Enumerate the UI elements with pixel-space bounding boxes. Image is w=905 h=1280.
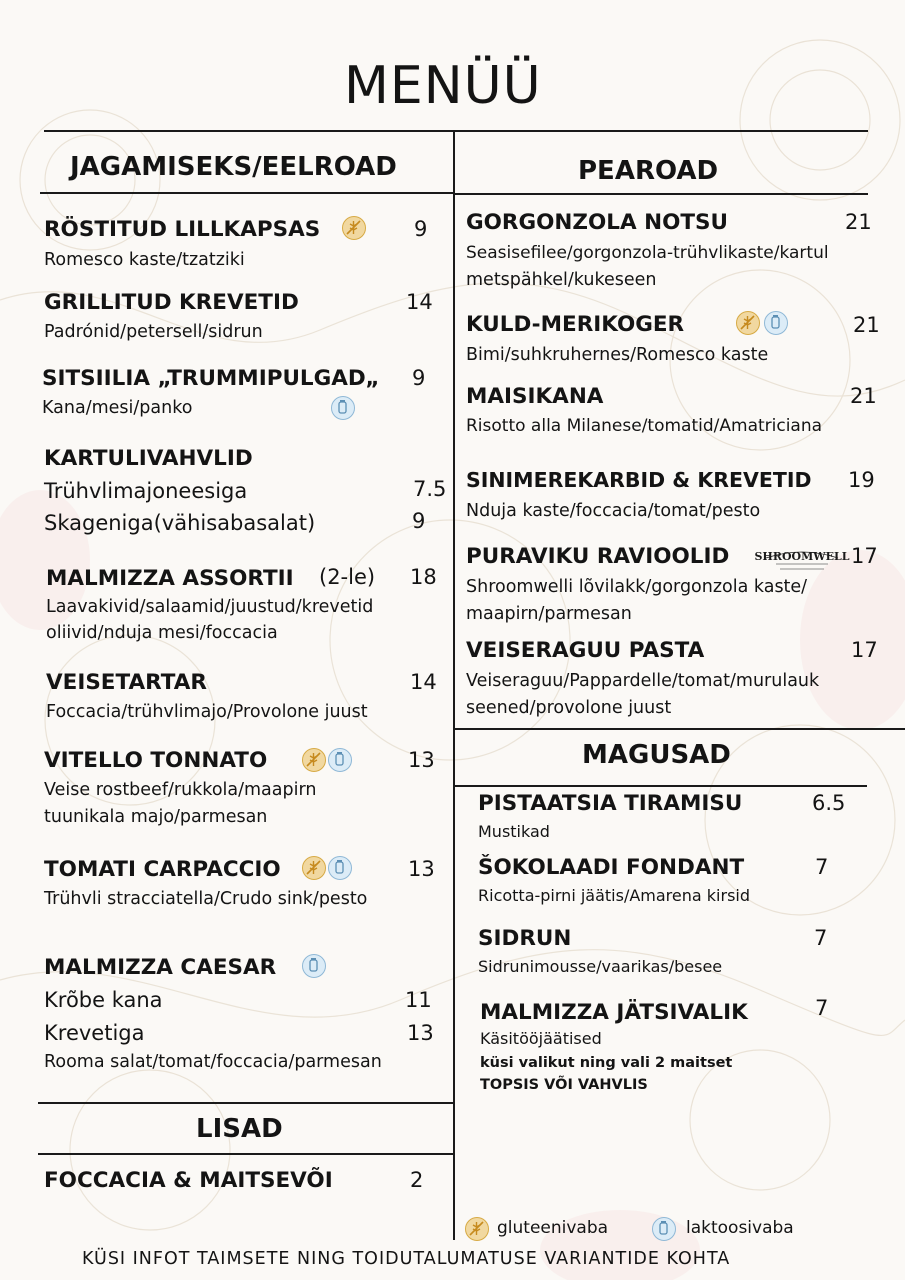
section-heading-starters: JAGAMISEKS/EELROAD [70, 152, 397, 182]
menu-variant-label: Krõbe kana [44, 988, 163, 1012]
menu-item-name: TOMATI CARPACCIO [44, 857, 281, 882]
menu-item-name: PURAVIKU RAVIOOLID [466, 544, 730, 569]
menu-variant-price: 13 [407, 1021, 434, 1045]
menu-item-name: SITSIILIA „TRUMMIPULGAD„ [42, 366, 380, 391]
menu-item-description: Laavakivid/salaamid/juustud/krevetid [46, 597, 374, 617]
menu-item-description: Foccacia/trühvlimajo/Provolone juust [46, 702, 368, 722]
menu-item-description: Käsitööjäätised [480, 1029, 602, 1048]
column-divider [453, 130, 455, 1240]
shroomwell-logo [754, 544, 850, 574]
menu-item-name: RÖSTITUD LILLKAPSAS [44, 217, 321, 242]
menu-item-price: 7 [815, 855, 829, 879]
menu-item-description: Padrónid/petersell/sidrun [44, 322, 263, 342]
menu-item-name: GORGONZOLA NOTSU [466, 210, 728, 235]
gluten-free-icon [736, 311, 760, 335]
menu-item-price: 21 [853, 313, 880, 337]
menu-item-price: 17 [851, 544, 878, 568]
menu-item-description: Shroomwelli lõvilakk/gorgonzola kaste/ [466, 577, 808, 597]
menu-item-description: Ricotta-pirni jäätis/Amarena kirsid [478, 886, 751, 905]
menu-item-name: ŠOKOLAADI FONDANT [478, 855, 745, 880]
section-heading-desserts: MAGUSAD [582, 740, 731, 770]
menu-variant-label: Skageniga(vähisabasalat) [44, 511, 316, 535]
menu-item-description: Risotto alla Milanese/tomatid/Amatriciana [466, 416, 823, 436]
menu-variant-price: 11 [405, 988, 432, 1012]
desserts-top-divider [455, 728, 905, 730]
menu-item-description: Seasisefilee/gorgonzola-trühvlikaste/kartul [466, 243, 829, 263]
shroomwell-logo-text: SHROOMWELL [754, 550, 850, 563]
mains-divider [455, 193, 868, 195]
lactose-free-icon [764, 311, 788, 335]
gluten-free-icon [342, 216, 366, 240]
lactose-free-icon [331, 396, 355, 420]
menu-item-name: MAISIKANA [466, 384, 604, 409]
menu-item-description: Bimi/suhkruhernes/Romesco kaste [466, 345, 769, 365]
menu-item-name: KARTULIVAHVLID [44, 446, 253, 471]
menu-item-description: Romesco kaste/tzatziki [44, 250, 245, 270]
menu-item-price: 9 [412, 366, 426, 390]
menu-item-price: 6.5 [812, 791, 846, 815]
gluten-free-icon [302, 856, 326, 880]
menu-item-note: TOPSIS VÕI VAHVLIS [480, 1077, 648, 1093]
menu-item-description: Veise rostbeef/rukkola/maapirn [44, 780, 317, 800]
lactose-free-icon [302, 954, 326, 978]
section-heading-mains: PEAROAD [578, 156, 719, 186]
header-divider [44, 130, 868, 132]
menu-item-name: VEISETARTAR [46, 670, 207, 695]
menu-item-price: 13 [408, 857, 435, 881]
extras-top-divider [38, 1102, 453, 1104]
menu-variant-label: Krevetiga [44, 1021, 145, 1045]
menu-item-name: MALMIZZA CAESAR [44, 955, 277, 980]
menu-item-name: PISTAATSIA TIRAMISU [478, 791, 743, 816]
menu-item-description: tuunikala majo/parmesan [44, 807, 268, 827]
menu-item-name: VEISERAGUU PASTA [466, 638, 705, 663]
menu-item-name: KULD-MERIKOGER [466, 312, 685, 337]
extras-bottom-divider [38, 1153, 453, 1155]
menu-item-name: MALMIZZA ASSORTII [46, 566, 294, 591]
menu-item-name: SIDRUN [478, 926, 572, 951]
menu-item-price: 7 [814, 926, 828, 950]
legend-gluten-free-label: gluteenivaba [497, 1218, 609, 1238]
menu-item-description: seened/provolone juust [466, 698, 672, 718]
menu-item-description: Sidrunimousse/vaarikas/besee [478, 957, 723, 976]
menu-item-description: Mustikad [478, 822, 550, 841]
legend-lactose-free-label: laktoosivaba [686, 1218, 794, 1238]
menu-item-description: Kana/mesi/panko [42, 398, 193, 418]
desserts-bottom-divider [455, 785, 867, 787]
page-title: MENÜÜ [344, 56, 542, 116]
footer-note: KÜSI INFOT TAIMSETE NING TOIDUTALUMATUSE VARIANTIDE KOHTA [82, 1249, 731, 1269]
menu-item-description: metspähkel/kukeseen [466, 270, 657, 290]
menu-item-description: Veiseraguu/Pappardelle/tomat/murulauk [466, 671, 820, 691]
menu-item-price: 14 [410, 670, 437, 694]
menu-item-price: 14 [406, 290, 433, 314]
lactose-free-icon [652, 1217, 676, 1241]
gluten-free-icon [465, 1217, 489, 1241]
section-heading-extras: LISAD [196, 1114, 283, 1144]
menu-item-suffix: (2-le) [319, 565, 376, 589]
menu-item-price: 9 [414, 217, 428, 241]
menu-variant-price: 7.5 [413, 477, 447, 501]
menu-item-description: Rooma salat/tomat/foccacia/parmesan [44, 1052, 382, 1072]
menu-item-name: VITELLO TONNATO [44, 748, 268, 773]
lactose-free-icon [328, 748, 352, 772]
menu-item-name: FOCCACIA & MAITSEVÕI [44, 1168, 333, 1193]
menu-item-price: 21 [845, 210, 872, 234]
menu-item-price: 7 [815, 996, 829, 1020]
menu-item-name: SINIMEREKARBID & KREVETID [466, 468, 812, 492]
menu-item-price: 2 [410, 1168, 424, 1192]
menu-item-price: 21 [850, 384, 877, 408]
menu-item-price: 13 [408, 748, 435, 772]
menu-item-description: Nduja kaste/foccacia/tomat/pesto [466, 501, 761, 521]
menu-item-description: maapirn/parmesan [466, 604, 632, 624]
menu-item-price: 17 [851, 638, 878, 662]
lactose-free-icon [328, 856, 352, 880]
menu-variant-label: Trühvlimajoneesiga [44, 479, 248, 503]
menu-variant-price: 9 [412, 509, 426, 533]
menu-item-price: 18 [410, 565, 437, 589]
menu-item-description: Trühvli stracciatella/Crudo sink/pesto [44, 889, 368, 909]
menu-item-name: MALMIZZA JÄTSIVALIK [480, 1000, 748, 1025]
starters-divider [40, 192, 453, 194]
gluten-free-icon [302, 748, 326, 772]
menu-item-price: 19 [848, 468, 875, 492]
menu-item-name: GRILLITUD KREVETID [44, 290, 299, 315]
menu-item-description: oliivid/nduja mesi/foccacia [46, 623, 278, 643]
menu-item-note: küsi valikut ning vali 2 maitset [480, 1055, 733, 1071]
